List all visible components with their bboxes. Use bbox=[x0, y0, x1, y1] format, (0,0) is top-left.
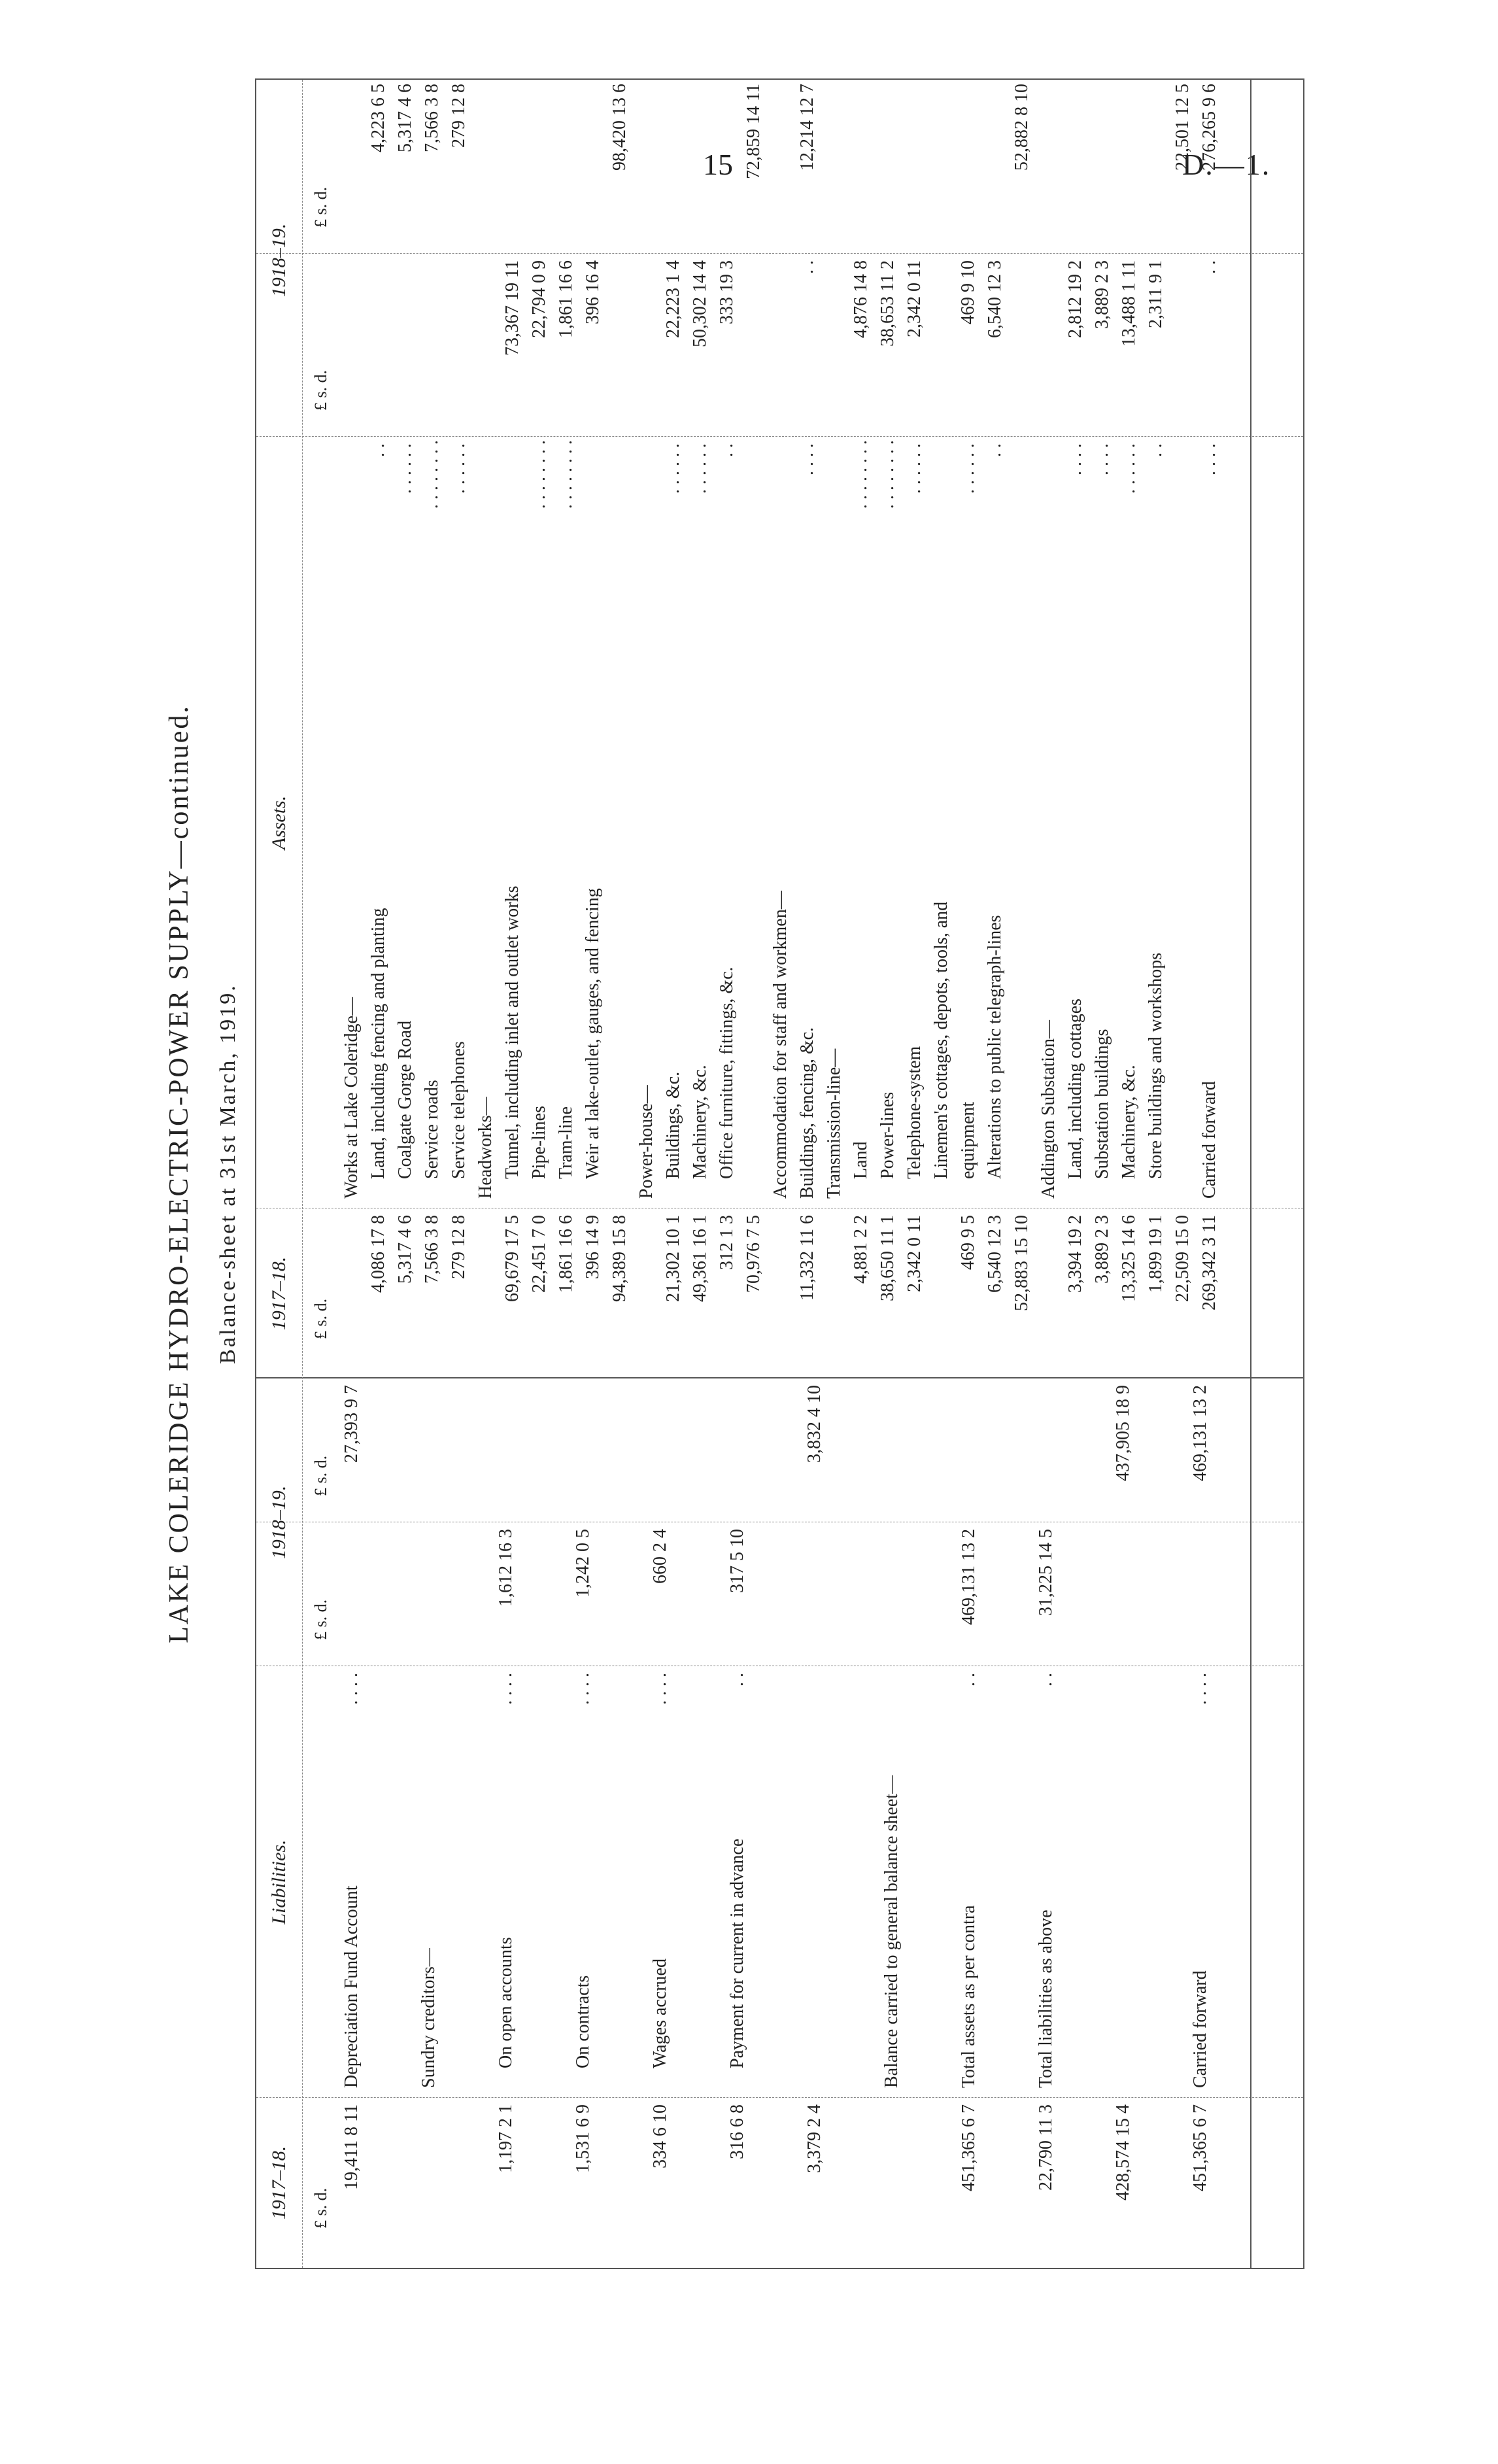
assets-row bbox=[1172, 77, 1195, 2268]
liabilities-detail-amount: 660 2 4 bbox=[650, 1529, 670, 1584]
assets-total-amount: 4,223 6 5 bbox=[368, 84, 388, 152]
assets-total-amount: 98,420 13 6 bbox=[609, 84, 630, 171]
liabilities-prev-year-amount: 334 6 10 bbox=[650, 2104, 670, 2168]
assets-prev-year-amount: 1,899 19 1 bbox=[1146, 1215, 1166, 1293]
assets-row bbox=[502, 77, 524, 2268]
liabilities-total-amount: 437,905 18 9 bbox=[1113, 1385, 1133, 1481]
assets-item-leader: . . . . . . bbox=[663, 443, 683, 494]
assets-item-label: Accommodation for staff and workmen— bbox=[770, 891, 791, 1199]
assets-total-amount: 279 12 8 bbox=[449, 84, 469, 148]
assets-prev-year-amount: 22,509 15 0 bbox=[1172, 1215, 1193, 1302]
assets-item-leader: . . . . . . . . bbox=[851, 440, 871, 509]
liabilities-prev-year-amount: 3,379 2 4 bbox=[804, 2104, 825, 2173]
assets-prev-year-amount: 1,861 16 6 bbox=[556, 1215, 576, 1293]
assets-prev-year-amount: 22,451 7 0 bbox=[529, 1215, 549, 1293]
assets-item-leader: . . . . . . . . bbox=[529, 440, 549, 509]
liabilities-total-amount: 3,832 4 10 bbox=[804, 1385, 825, 1463]
assets-item-leader: . . bbox=[985, 443, 1005, 457]
assets-item-leader: . . . . . . bbox=[1119, 443, 1139, 494]
assets-detail-amount: 333 19 3 bbox=[717, 260, 737, 324]
assets-item-label: Carried forward bbox=[1199, 1081, 1219, 1199]
assets-item-label: Office furniture, fittings, &c. bbox=[717, 967, 737, 1179]
liabilities-prev-year-amount: 1,531 6 9 bbox=[573, 2104, 593, 2173]
liabilities-detail-amount: 1,242 0 5 bbox=[573, 1529, 593, 1598]
balance-table bbox=[255, 78, 1304, 2269]
assets-detail-amount: . . bbox=[1199, 260, 1219, 274]
assets-prev-year-amount: 3,394 19 2 bbox=[1065, 1215, 1085, 1293]
assets-item-label: equipment bbox=[958, 1101, 978, 1179]
assets-item-label: Machinery, &c. bbox=[690, 1065, 710, 1179]
assets-row bbox=[931, 77, 953, 2268]
assets-1917-heading: 1917–18. bbox=[268, 1256, 290, 1331]
assets-item-label: Power-lines bbox=[877, 1091, 898, 1179]
assets-detail-amount: 469 9 10 bbox=[958, 260, 978, 324]
assets-item-label: Substation buildings bbox=[1092, 1029, 1112, 1179]
assets-row bbox=[1065, 77, 1087, 2268]
assets-prev-year-amount: 70,976 7 5 bbox=[743, 1215, 764, 1293]
liabilities-detail-amount: 31,225 14 5 bbox=[1036, 1529, 1056, 1616]
assets-row bbox=[529, 77, 551, 2268]
assets-item-leader: . . . . . . bbox=[904, 443, 925, 494]
liabilities-item-label: Depreciation Fund Account bbox=[341, 1885, 362, 2088]
liabilities-item-leader: . . bbox=[727, 1673, 747, 1686]
liabilities-item-label: Sundry creditors— bbox=[418, 1948, 439, 2088]
liabilities-detail-amount: 469,131 13 2 bbox=[959, 1529, 979, 1625]
liabilities-item-label: Carried forward bbox=[1190, 1970, 1210, 2088]
assets-row bbox=[958, 77, 980, 2268]
liabilities-item-leader: . . . . bbox=[650, 1673, 670, 1705]
unit-label: £ s. d. bbox=[311, 369, 330, 411]
assets-row bbox=[449, 77, 471, 2268]
assets-row bbox=[422, 77, 444, 2268]
assets-detail-amount: 1,861 16 6 bbox=[556, 260, 576, 338]
assets-item-label: Service roads bbox=[422, 1080, 442, 1179]
assets-detail-amount: 2,812 19 2 bbox=[1065, 260, 1085, 338]
assets-detail-amount: 396 16 4 bbox=[583, 260, 603, 324]
assets-detail-amount: 2,342 0 11 bbox=[904, 260, 925, 337]
assets-row bbox=[395, 77, 417, 2268]
assets-row bbox=[690, 77, 712, 2268]
liabilities-item-leader: . . . . bbox=[573, 1673, 593, 1705]
assets-row bbox=[368, 77, 390, 2268]
assets-row bbox=[636, 77, 658, 2268]
assets-item-leader: . . . . . . . . bbox=[556, 440, 576, 509]
liabilities-item-leader: . . . . bbox=[496, 1673, 516, 1705]
assets-item-leader: . . bbox=[1146, 443, 1166, 457]
assets-item-label: Machinery, &c. bbox=[1119, 1065, 1139, 1179]
assets-row bbox=[985, 77, 1007, 2268]
assets-prev-year-amount: 4,086 17 8 bbox=[368, 1215, 388, 1293]
assets-prev-year-amount: 4,881 2 2 bbox=[851, 1215, 871, 1284]
assets-item-label: Pipe-lines bbox=[529, 1106, 549, 1179]
page-number: 15 bbox=[703, 148, 733, 181]
assets-item-leader: . . bbox=[717, 443, 737, 457]
assets-item-leader: . . . . . . bbox=[690, 443, 710, 494]
assets-row bbox=[824, 77, 846, 2268]
assets-item-leader: . . . . . . bbox=[958, 443, 978, 494]
unit-label: £ s. d. bbox=[311, 2187, 330, 2229]
assets-item-label: Alterations to public telegraph-lines bbox=[985, 915, 1005, 1179]
assets-prev-year-amount: 279 12 8 bbox=[449, 1215, 469, 1279]
liabilities-detail-amount: 317 5 10 bbox=[727, 1529, 747, 1593]
assets-prev-year-amount: 2,342 0 11 bbox=[904, 1215, 925, 1292]
assets-row bbox=[1146, 77, 1168, 2268]
assets-row bbox=[475, 77, 498, 2268]
assets-detail-amount: 50,302 14 4 bbox=[690, 260, 710, 347]
assets-item-leader: . . . . bbox=[1092, 443, 1112, 475]
assets-item-leader: . . . . . . . . bbox=[422, 440, 442, 509]
assets-item-label: Store buildings and workshops bbox=[1146, 952, 1166, 1179]
assets-total-amount: 12,214 12 7 bbox=[797, 84, 817, 171]
assets-prev-year-amount: 5,317 4 6 bbox=[395, 1215, 415, 1284]
assets-prev-year-amount: 49,361 16 1 bbox=[690, 1215, 710, 1302]
assets-item-label: Tram-line bbox=[556, 1106, 576, 1179]
assets-prev-year-amount: 7,566 3 8 bbox=[422, 1215, 442, 1284]
assets-item-label: Tunnel, including inlet and outlet works bbox=[502, 885, 522, 1179]
assets-prev-year-amount: 3,889 2 3 bbox=[1092, 1215, 1112, 1284]
assets-1918-heading: 1918–19. bbox=[268, 223, 290, 298]
liabilities-item-label: Total liabilities as above bbox=[1036, 1909, 1056, 2088]
assets-total-amount: 276,265 9 6 bbox=[1199, 84, 1219, 171]
liabilities-prev-year-amount: 316 6 8 bbox=[727, 2104, 747, 2159]
assets-prev-year-amount: 312 1 3 bbox=[717, 1215, 737, 1270]
assets-heading: Assets. bbox=[268, 795, 290, 850]
assets-prev-year-amount: 52,883 15 10 bbox=[1012, 1215, 1032, 1311]
assets-row bbox=[1119, 77, 1141, 2268]
assets-item-label: Weir at lake-outlet, gauges, and fencing bbox=[583, 888, 603, 1179]
liabilities-heading: Liabilities. bbox=[268, 1839, 290, 1925]
assets-item-label: Headworks— bbox=[475, 1097, 496, 1199]
assets-row bbox=[743, 77, 766, 2268]
liabilities-item-leader: . . bbox=[1036, 1673, 1056, 1686]
assets-item-leader: . . . . . . . . bbox=[877, 440, 898, 509]
assets-total-amount: 72,859 14 11 bbox=[743, 84, 764, 179]
assets-item-label: Land, including fencing and planting bbox=[368, 908, 388, 1179]
liabilities-total-amount: 27,393 9 7 bbox=[341, 1385, 362, 1463]
assets-item-label: Linemen's cottages, depots, tools, and bbox=[931, 901, 951, 1179]
assets-row bbox=[583, 77, 605, 2268]
assets-prev-year-amount: 11,332 11 6 bbox=[797, 1215, 817, 1301]
assets-detail-amount: 73,367 19 11 bbox=[502, 260, 522, 356]
assets-item-label: Buildings, &c. bbox=[663, 1071, 683, 1179]
liabilities-item-label: On contracts bbox=[573, 1975, 593, 2068]
liabilities-1918-heading: 1918–19. bbox=[268, 1485, 290, 1560]
assets-prev-year-amount: 69,679 17 5 bbox=[502, 1215, 522, 1302]
assets-row bbox=[851, 77, 873, 2268]
assets-item-leader: . . . . bbox=[1065, 443, 1085, 475]
assets-detail-amount: 22,794 0 9 bbox=[529, 260, 549, 338]
assets-detail-amount: 22,223 1 4 bbox=[663, 260, 683, 338]
assets-item-leader: . . . . . . bbox=[449, 443, 469, 494]
liabilities-item-label: Wages accrued bbox=[650, 1959, 670, 2068]
liabilities-prev-year-amount: 22,790 11 3 bbox=[1036, 2104, 1056, 2191]
document-code: D.—1. bbox=[1182, 148, 1271, 181]
unit-label: £ s. d. bbox=[311, 186, 330, 228]
unit-label: £ s. d. bbox=[311, 1455, 330, 1496]
assets-item-label: Telephone-system bbox=[904, 1046, 925, 1179]
assets-prev-year-amount: 396 14 9 bbox=[583, 1215, 603, 1279]
assets-row bbox=[556, 77, 578, 2268]
assets-row bbox=[717, 77, 739, 2268]
assets-item-label: Buildings, fencing, &c. bbox=[797, 1027, 817, 1199]
assets-prev-year-amount: 38,650 11 1 bbox=[877, 1215, 898, 1301]
assets-item-leader: . . . . . . bbox=[395, 443, 415, 494]
assets-prev-year-amount: 469 9 5 bbox=[958, 1215, 978, 1270]
assets-prev-year-amount: 94,389 15 8 bbox=[609, 1215, 630, 1302]
assets-row bbox=[904, 77, 927, 2268]
assets-item-label: Power-house— bbox=[636, 1085, 656, 1199]
assets-item-label: Coalgate Gorge Road bbox=[395, 1020, 415, 1179]
assets-detail-amount: 6,540 12 3 bbox=[985, 260, 1005, 338]
assets-total-amount: 22,501 12 5 bbox=[1172, 84, 1193, 171]
liabilities-item-leader: . . bbox=[959, 1673, 979, 1686]
assets-item-label: Land bbox=[851, 1141, 871, 1179]
assets-total-amount: 52,882 8 10 bbox=[1012, 84, 1032, 171]
assets-detail-amount: . . bbox=[797, 260, 817, 274]
assets-total-amount: 5,317 4 6 bbox=[395, 84, 415, 152]
assets-prev-year-amount: 13,325 14 6 bbox=[1119, 1215, 1139, 1302]
liabilities-item-label: Payment for current in advance bbox=[727, 1838, 747, 2068]
assets-row bbox=[877, 77, 900, 2268]
assets-detail-amount: 13,488 1 11 bbox=[1119, 260, 1139, 347]
assets-prev-year-amount: 269,342 3 11 bbox=[1199, 1215, 1219, 1310]
assets-prev-year-amount: 21,302 10 1 bbox=[663, 1215, 683, 1302]
assets-row bbox=[770, 77, 792, 2268]
liabilities-prev-year-amount: 451,365 6 7 bbox=[1190, 2104, 1210, 2191]
liabilities-item-label: On open accounts bbox=[496, 1937, 516, 2068]
liabilities-prev-year-amount: 19,411 8 11 bbox=[341, 2104, 362, 2190]
assets-row bbox=[1199, 77, 1221, 2268]
liabilities-detail-amount: 1,612 16 3 bbox=[496, 1529, 516, 1607]
unit-label: £ s. d. bbox=[311, 1298, 330, 1339]
liabilities-prev-year-amount: 451,365 6 7 bbox=[959, 2104, 979, 2191]
liabilities-total-amount: 469,131 13 2 bbox=[1190, 1385, 1210, 1481]
unit-label: £ s. d. bbox=[311, 1599, 330, 1640]
assets-item-leader: . . . . bbox=[1199, 443, 1219, 475]
assets-row bbox=[663, 77, 685, 2268]
balance-sheet bbox=[157, 78, 1308, 2269]
assets-item-leader: . . bbox=[368, 443, 388, 457]
document-title: LAKE COLERIDGE HYDRO-ELECTRIC-POWER SUPPLY—continued. bbox=[164, 704, 194, 1643]
document-subtitle: Balance-sheet at 31st March, 1919. bbox=[216, 984, 240, 1364]
assets-row bbox=[609, 77, 632, 2268]
assets-detail-amount: 3,889 2 3 bbox=[1092, 260, 1112, 329]
assets-item-label: Land, including cottages bbox=[1065, 998, 1085, 1179]
assets-row bbox=[1012, 77, 1034, 2268]
assets-prev-year-amount: 6,540 12 3 bbox=[985, 1215, 1005, 1293]
assets-total-amount: 7,566 3 8 bbox=[422, 84, 442, 152]
liabilities-prev-year-amount: 1,197 2 1 bbox=[496, 2104, 516, 2173]
liabilities-item-leader: . . . . bbox=[341, 1673, 362, 1705]
assets-item-label: Transmission-line— bbox=[824, 1048, 844, 1199]
liabilities-prev-year-amount: 428,574 15 4 bbox=[1113, 2104, 1133, 2200]
liabilities-1917-heading: 1917–18. bbox=[268, 2146, 290, 2220]
assets-detail-amount: 4,876 14 8 bbox=[851, 260, 871, 338]
assets-detail-amount: 38,653 11 2 bbox=[877, 260, 898, 347]
assets-row bbox=[1038, 77, 1061, 2268]
liabilities-item-label: Balance carried to general balance sheet— bbox=[881, 1775, 902, 2088]
assets-item-label: Addington Substation— bbox=[1038, 1019, 1059, 1199]
liabilities-item-leader: . . . . bbox=[1190, 1673, 1210, 1705]
liabilities-item-label: Total assets as per contra bbox=[959, 1905, 979, 2088]
assets-item-label: Works at Lake Coleridge— bbox=[341, 997, 362, 1199]
assets-row bbox=[1092, 77, 1114, 2268]
assets-row bbox=[797, 77, 819, 2268]
assets-detail-amount: 2,311 9 1 bbox=[1146, 260, 1166, 328]
assets-row bbox=[341, 77, 364, 2268]
assets-item-leader: . . . . bbox=[797, 443, 817, 475]
assets-item-label: Service telephones bbox=[449, 1041, 469, 1179]
